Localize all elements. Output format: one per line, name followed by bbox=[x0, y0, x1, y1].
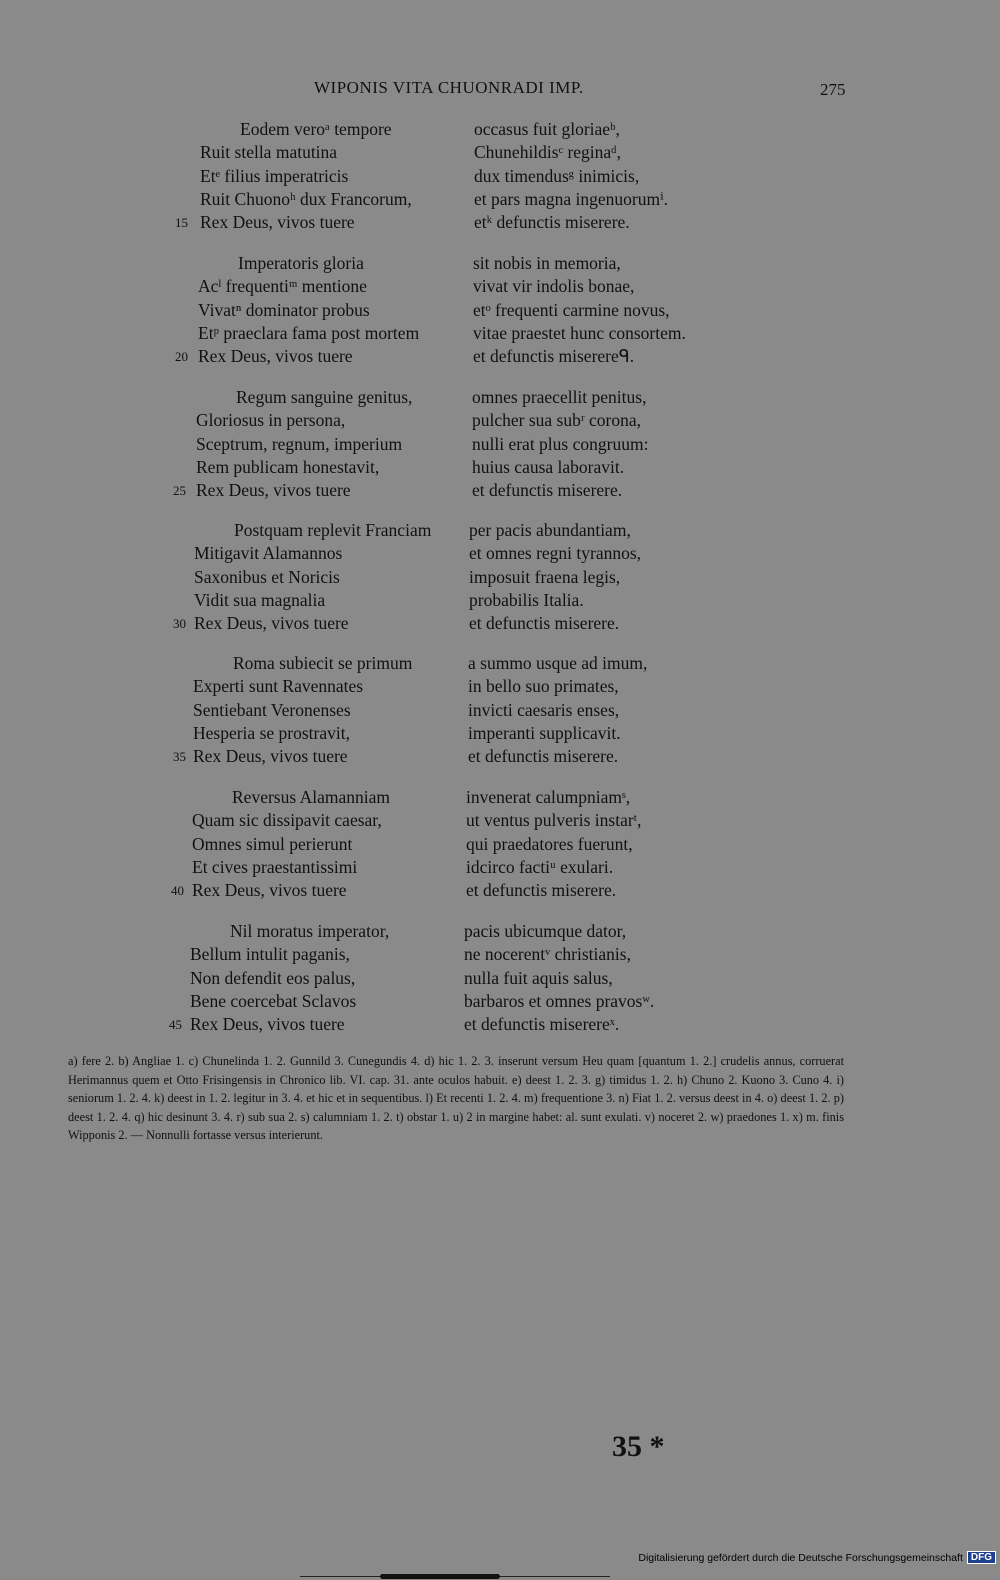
verse-left-half: Reversus Alamanniam bbox=[232, 787, 390, 807]
verse-left-half: Et cives praestantissimi bbox=[192, 856, 358, 877]
footnotes bbox=[68, 1052, 844, 1145]
verse-right-half: imposuit fraena legis, bbox=[469, 566, 621, 587]
verse-line bbox=[0, 856, 1000, 879]
verse-line bbox=[0, 722, 1000, 745]
verse-left-half: Rex Deus, vivos tuere bbox=[194, 613, 349, 634]
verse-line bbox=[0, 745, 1000, 768]
verse-right-half: nulla fuit aquis salus, bbox=[464, 967, 613, 988]
verse-line bbox=[0, 699, 1000, 722]
verse-left-half: Quam sic dissipavit caesar, bbox=[192, 810, 382, 831]
verse-line bbox=[0, 345, 1000, 368]
verse-right-half: vitae praestet hunc consortem. bbox=[473, 322, 686, 343]
verse-line bbox=[0, 275, 1000, 298]
verse-right-half: invicti caesaris enses, bbox=[468, 699, 620, 720]
verse-left-half: Etᵖ praeclara fama post mortem bbox=[198, 322, 420, 343]
verse-line bbox=[0, 566, 1000, 589]
verse-line bbox=[0, 990, 1000, 1013]
verse-right-half: in bello suo primates, bbox=[468, 676, 619, 697]
verse-right-half: omnes praecellit penitus, bbox=[472, 387, 647, 407]
verse-left-half: Rex Deus, vivos tuere bbox=[192, 880, 347, 901]
verse-left-half: Bene coercebat Sclavos bbox=[190, 990, 357, 1011]
footnotes-text: a) fere 2. b) Angliae 1. c) Chunelinda 1. 2. Gunnild 3. Cunegundis 4. d) hic 1. 2. 3. inserunt versum Heu quam [quantum 1. 2.] crudelis annus, corruerat Herimannus quem et Otto Frisingensis in Chronico lib. VI. cap. 31. ante oculos habuit. e) deest 1. 2. 3. g) timidus 1. 2. h) Chuno 2. Kuono 3. Cuno 4. i) seniorum 1. 2. 4. k) deest in 1. 2. legitur in 3. 4. et hic et in sequentibus. l) Et recenti 1. 2. 4. m) frequentione 3. n) Fiat 1. 2. versus deest in 4. o) deest 1. 2. p) deest 1. 2. 4. q) hic desinunt 3. 4. r) sub sua 2. s) calumniam 1. 2. t) obstar 1. u) 2 in margine habet: al. sunt exulati. v) noceret 2. w) praedones 1. x) m. finis Wipponis 2. — Nonnulli fortasse versus interierunt. bbox=[68, 1054, 844, 1143]
verse-left-half: Postquam replevit Franciam bbox=[234, 520, 432, 540]
verse-right-half: etᵏ defunctis miserere. bbox=[474, 212, 630, 233]
rule-thick bbox=[380, 1574, 500, 1579]
verse-right-half: et pars magna ingenuorumⁱ. bbox=[474, 188, 669, 209]
verse-line bbox=[0, 433, 1000, 456]
verse-line bbox=[0, 652, 1000, 675]
verse-right-half: a summo usque ad imum, bbox=[468, 653, 648, 673]
verse-line bbox=[0, 386, 1000, 409]
verse-line bbox=[0, 519, 1000, 542]
verse-right-half: et defunctis miserere. bbox=[469, 613, 620, 634]
page-number: 275 bbox=[820, 80, 846, 99]
verse-line bbox=[0, 252, 1000, 275]
signature-mark: 35 * bbox=[612, 1430, 665, 1463]
line-number: 40 bbox=[171, 883, 184, 899]
verse-line bbox=[0, 833, 1000, 856]
stanza bbox=[0, 118, 1000, 234]
verse-line bbox=[0, 141, 1000, 164]
verse-line bbox=[0, 322, 1000, 345]
line-number: 15 bbox=[175, 215, 188, 231]
verse-line bbox=[0, 675, 1000, 698]
verse-line bbox=[0, 211, 1000, 234]
verse-left-half: Gloriosus in persona, bbox=[196, 410, 346, 431]
ornamental-rule bbox=[300, 1574, 610, 1580]
running-title: WIPONIS VITA CHUONRADI IMP. bbox=[314, 78, 584, 97]
funding-notice bbox=[638, 1551, 996, 1564]
verse-right-half: dux timendusᵍ inimicis, bbox=[474, 165, 640, 186]
verse-line bbox=[0, 967, 1000, 990]
stanza bbox=[0, 519, 1000, 635]
verse-left-half: Experti sunt Ravennates bbox=[193, 676, 364, 697]
line-number: 45 bbox=[169, 1017, 182, 1033]
verse-left-half: Eodem veroᵃ tempore bbox=[240, 119, 392, 139]
verse-left-half: Sceptrum, regnum, imperium bbox=[196, 433, 403, 454]
verse-right-half: sit nobis in memoria, bbox=[473, 253, 621, 273]
verse-line bbox=[0, 612, 1000, 635]
verse-right-half: et defunctis miserere. bbox=[466, 880, 617, 901]
verse-line bbox=[0, 165, 1000, 188]
verse-left-half: Sentiebant Veronenses bbox=[193, 699, 351, 720]
verse-line bbox=[0, 786, 1000, 809]
verse-line bbox=[0, 479, 1000, 502]
verse-left-half: Etᵉ filius imperatricis bbox=[200, 165, 349, 186]
verse-line bbox=[0, 542, 1000, 565]
verse-right-half: qui praedatores fuerunt, bbox=[466, 833, 633, 854]
stanza bbox=[0, 652, 1000, 768]
verse-line bbox=[0, 809, 1000, 832]
verse-right-half: nulli erat plus congruum: bbox=[472, 433, 649, 454]
verse-left-half: Rex Deus, vivos tuere bbox=[196, 480, 351, 501]
verse-right-half: etᵒ frequenti carmine novus, bbox=[473, 299, 670, 320]
verse-right-half: et defunctis miserereᑫ. bbox=[473, 346, 635, 367]
verse-left-half: Acˡ frequentiᵐ mentione bbox=[198, 276, 367, 297]
verse-line bbox=[0, 456, 1000, 479]
verse-line bbox=[0, 118, 1000, 141]
verse-left-half: Vivatⁿ dominator probus bbox=[198, 299, 370, 320]
verse-right-half: barbaros et omnes pravosʷ. bbox=[464, 990, 655, 1011]
verse-left-half: Rex Deus, vivos tuere bbox=[200, 212, 355, 233]
verse-right-half: pacis ubicumque dator, bbox=[464, 921, 627, 941]
verse-right-half: ne nocerentᵛ christianis, bbox=[464, 944, 631, 965]
verse-line bbox=[0, 409, 1000, 432]
verse-line bbox=[0, 299, 1000, 322]
stanza bbox=[0, 386, 1000, 502]
verse-right-half: occasus fuit gloriaeᵇ, bbox=[474, 119, 620, 139]
verse-right-half: ut ventus pulveris instarᵗ, bbox=[466, 810, 642, 831]
verse-left-half: Ruit Chuonoʰ dux Francorum, bbox=[200, 188, 412, 209]
funding-text: Digitalisierung gefördert durch die Deutsche Forschungsgemeinschaft bbox=[638, 1551, 963, 1564]
verse-left-half: Rem publicam honestavit, bbox=[196, 456, 380, 477]
verse-left-half: Rex Deus, vivos tuere bbox=[190, 1014, 345, 1035]
verse-line bbox=[0, 1013, 1000, 1036]
verse-left-half: Non defendit eos palus, bbox=[190, 967, 356, 988]
verse-right-half: et omnes regni tyrannos, bbox=[469, 543, 642, 564]
verse-right-half: invenerat calumpniamˢ, bbox=[466, 787, 631, 807]
verse-left-half: Ruit stella matutina bbox=[200, 142, 338, 163]
verse-right-half: vivat vir indolis bonae, bbox=[473, 276, 635, 297]
verse-right-half: probabilis Italia. bbox=[469, 589, 584, 610]
verse-left-half: Imperatoris gloria bbox=[238, 253, 364, 273]
verse-right-half: et defunctis miserereˣ. bbox=[464, 1014, 620, 1035]
line-number: 25 bbox=[173, 483, 186, 499]
verse-right-half: Chunehildisᶜ reginaᵈ, bbox=[474, 142, 621, 163]
stanza bbox=[0, 252, 1000, 368]
verse-left-half: Vidit sua magnalia bbox=[194, 589, 326, 610]
verse-left-half: Bellum intulit paganis, bbox=[190, 944, 350, 965]
verse-right-half: huius causa laboravit. bbox=[472, 456, 625, 477]
verse-left-half: Rex Deus, vivos tuere bbox=[198, 346, 353, 367]
line-number: 35 bbox=[173, 749, 186, 765]
verse-line bbox=[0, 879, 1000, 902]
stanza bbox=[0, 786, 1000, 902]
verse-line bbox=[0, 920, 1000, 943]
line-number: 30 bbox=[173, 616, 186, 632]
verse-right-half: per pacis abundantiam, bbox=[469, 520, 631, 540]
verse-left-half: Hesperia se prostravit, bbox=[193, 722, 350, 743]
verse-right-half: idcirco factiᵘ exulari. bbox=[466, 856, 614, 877]
stanza bbox=[0, 920, 1000, 1036]
verse-right-half: et defunctis miserere. bbox=[468, 746, 619, 767]
verse-right-half: pulcher sua subʳ corona, bbox=[472, 410, 642, 431]
verse-right-half: et defunctis miserere. bbox=[472, 480, 623, 501]
verse-right-half: imperanti supplicavit. bbox=[468, 722, 621, 743]
verse-line bbox=[0, 943, 1000, 966]
verse-left-half: Nil moratus imperator, bbox=[230, 921, 390, 941]
dfg-logo: DFG bbox=[967, 1551, 996, 1564]
verse-left-half: Saxonibus et Noricis bbox=[194, 566, 340, 587]
verse-left-half: Regum sanguine genitus, bbox=[236, 387, 413, 407]
verse-left-half: Omnes simul perierunt bbox=[192, 833, 353, 854]
verse-left-half: Roma subiecit se primum bbox=[233, 653, 413, 673]
verse-left-half: Rex Deus, vivos tuere bbox=[193, 746, 348, 767]
verse-line bbox=[0, 589, 1000, 612]
verse-line bbox=[0, 188, 1000, 211]
line-number: 20 bbox=[175, 349, 188, 365]
verse-left-half: Mitigavit Alamannos bbox=[194, 543, 343, 564]
